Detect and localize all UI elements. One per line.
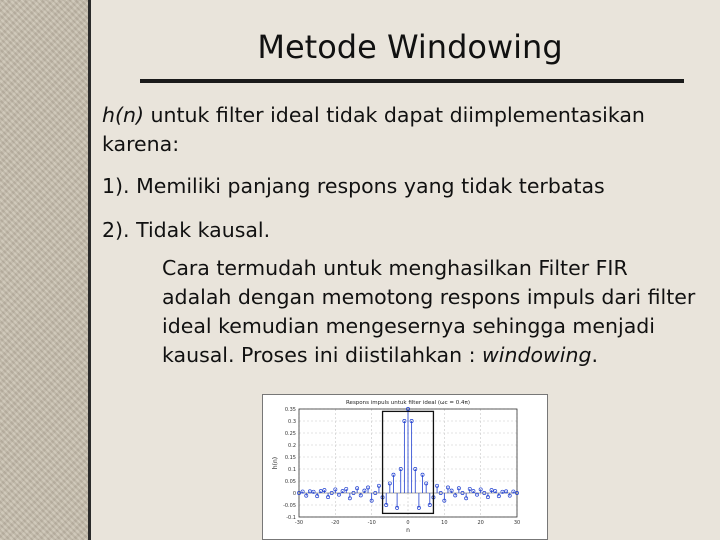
y-axis-label: h(n) xyxy=(272,456,279,470)
y-tick-label: -0.1 xyxy=(286,515,296,521)
x-tick-label: 10 xyxy=(441,520,448,526)
point-1: 1). Memiliki panjang respons yang tidak terbatas xyxy=(102,174,605,198)
chart-title: Respons impuls untuk filter ideal (ωc = 0.4π) xyxy=(345,400,471,406)
windowing-term: windowing xyxy=(482,343,592,367)
intro-rest: untuk filter ideal tidak dapat diimplementasikan karena: xyxy=(102,103,645,156)
impulse-response-plot xyxy=(262,394,548,540)
y-tick-label: 0.05 xyxy=(284,479,296,485)
decorative-side-strip xyxy=(0,0,91,540)
y-tick-label: -0.05 xyxy=(283,503,296,509)
x-tick-label: 30 xyxy=(513,520,521,526)
y-tick-label: 0.1 xyxy=(288,467,296,473)
y-tick-label: 0.35 xyxy=(284,407,296,413)
title-underline xyxy=(140,79,684,83)
x-tick-label: 0 xyxy=(406,520,410,526)
explanation-body: Cara termudah untuk menghasilkan Filter FIR adalah dengan memotong respons impuls dari filter ideal kemudian mengesernya sehingga menjadi kausal. Proses ini diistilahkan : xyxy=(162,256,696,367)
slide-title: Metode Windowing xyxy=(257,28,563,66)
intro-text xyxy=(102,101,702,159)
intro-italic-term: h(n) xyxy=(102,103,144,127)
y-tick-label: 0.15 xyxy=(284,455,296,461)
explanation-text xyxy=(162,254,702,370)
x-axis-label: n xyxy=(406,527,410,534)
explanation-end: . xyxy=(591,343,599,367)
y-tick-label: 0.3 xyxy=(288,419,296,425)
x-tick-label: -30 xyxy=(294,520,304,526)
y-tick-label: 0 xyxy=(292,491,296,497)
x-tick-label: -20 xyxy=(331,520,340,526)
y-tick-label: 0.25 xyxy=(284,431,296,437)
impulse-response-chart xyxy=(263,395,547,539)
y-tick-label: 0.2 xyxy=(288,443,296,449)
x-tick-label: -10 xyxy=(367,520,376,526)
x-tick-label: 20 xyxy=(477,520,484,526)
point-2: 2). Tidak kausal. xyxy=(102,218,271,242)
